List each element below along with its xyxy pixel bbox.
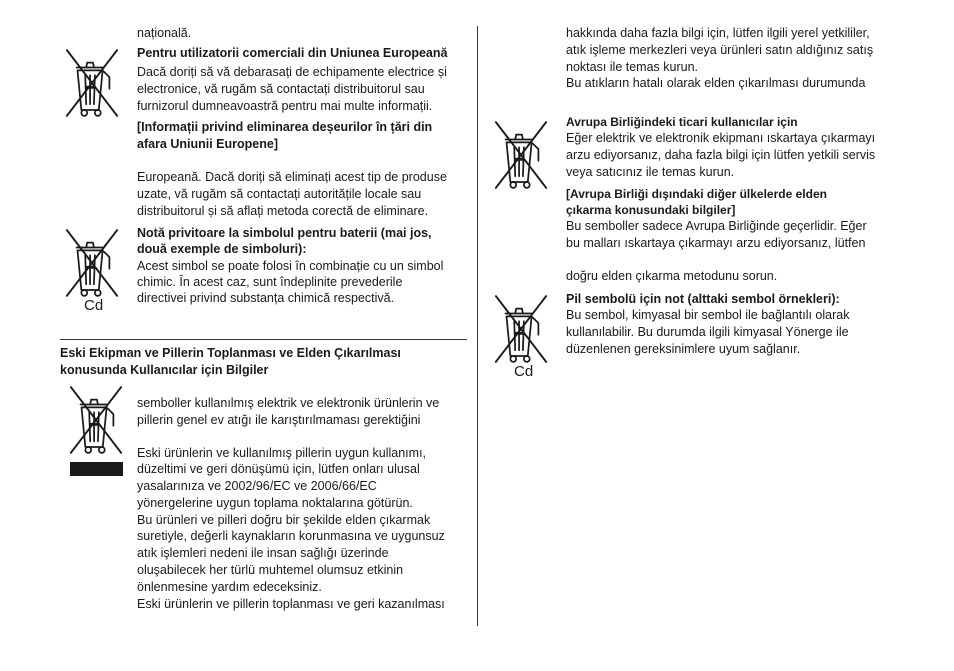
battery-note-heading-ro: două exemple de simboluri):	[137, 242, 307, 256]
text-line: Eski ürünlerin ve kullanılmış pillerin uygun kullanımı,	[137, 446, 427, 460]
outside-eu-heading-ro: afara Uniunii Europene]	[137, 137, 278, 151]
crossed-bin-icon	[63, 224, 121, 300]
black-bar-symbol	[70, 462, 123, 476]
text-line: Bu ürünleri ve pilleri doğru bir şekilde elden çıkarmak	[137, 513, 431, 527]
outside-eu-heading-tr: [Avrupa Birliği dışındaki diğer ülkelerde elden	[566, 187, 827, 201]
text-line: yönergelerine uygun toplama noktalarına götürün.	[137, 496, 413, 510]
text-line: yasalarınıza ve 2002/96/EC ve 2006/66/EC	[137, 479, 377, 493]
text-line: chimic. În acest caz, sunt îndeplinite prevederile	[137, 275, 403, 289]
outside-eu-heading-ro: [Informații privind eliminarea deșeurilor în țări din	[137, 120, 433, 134]
commercial-eu-heading-tr: Avrupa Birliğindeki ticari kullanıcılar için	[566, 115, 798, 129]
text-line: Eğer elektrik ve elektronik ekipmanı ıskartaya çıkarmayı	[566, 131, 876, 145]
crossed-bin-icon	[63, 44, 121, 120]
crossed-bin-icon	[67, 381, 125, 457]
text-line: Eski ürünlerin ve pillerin toplanması ve geri kazanılması	[137, 597, 445, 611]
text-line: Bu semboller sadece Avrupa Birliğinde geçerlidir. Eğer	[566, 219, 867, 233]
text-line: arzu ediyorsanız, daha fazla bilgi için lütfen yetkili servis	[566, 148, 876, 162]
text-line: uzate, vă rugăm să contactați autoritățile locale sau	[137, 187, 422, 201]
battery-note-heading-ro: Notă privitoare la simbolul pentru baterii (mai jos,	[137, 226, 432, 240]
text-line: Bu atıkların hatalı olarak elden çıkarılması durumunda	[566, 76, 866, 90]
text-line: veya satıcınız ile temas kurun.	[566, 165, 735, 179]
text-line: semboller kullanılmış elektrik ve elektronik ürünlerin ve	[137, 396, 440, 410]
commercial-eu-heading-ro: Pentru utilizatorii comerciali din Uniunea Europeană	[137, 46, 448, 60]
text-line: furnizorul dumneavoastră pentru mai multe informații.	[137, 99, 433, 113]
text-line: directivei privind substanța chimică respectivă.	[137, 291, 395, 305]
outside-eu-heading-tr: çıkarma konusundaki bilgiler]	[566, 203, 736, 217]
text-line: distribuitorul și să aflați metoda corectă de eliminare.	[137, 204, 429, 218]
battery-note-heading-tr: Pil sembolü için not (alttaki sembol örnekleri):	[566, 292, 840, 306]
text-line: Europeană. Dacă doriți să eliminați acest tip de produse	[137, 170, 447, 184]
text-line: kullanılabilir. Bu durumda ilgili kimyasal Yönerge ile	[566, 325, 849, 339]
text-line: doğru elden çıkarma metodunu sorun.	[566, 269, 778, 283]
text-line: hakkında daha fazla bilgi için, lütfen ilgili yerel yetkililer,	[566, 26, 870, 40]
text-line: oluşabilecek her türlü muhtemel olumsuz etkinin	[137, 563, 404, 577]
text-line: düzeltimi ve geri dönüşümü için, lütfen onları ulusal	[137, 462, 420, 476]
text-line: electronice, vă rugăm să contactați distribuitorul sau	[137, 82, 425, 96]
text-line: noktası ile temas kurun.	[566, 60, 699, 74]
cd-chemical-symbol: Cd	[514, 363, 534, 380]
crossed-bin-icon	[492, 290, 550, 366]
text-line: Bu sembol, kimyasal bir sembol ile bağlantılı olarak	[566, 308, 850, 322]
text-line: pillerin genel ev atığı ile karıştırılmaması gerektiğini	[137, 413, 421, 427]
tr-section-heading: konusunda Kullanıcılar için Bilgiler	[60, 363, 269, 377]
column-divider	[477, 26, 478, 626]
text-line: suretiyle, değerli kaynakların korunmasına ve uygunsuz	[137, 529, 445, 543]
text-line: națională.	[137, 26, 192, 40]
section-divider	[60, 339, 467, 340]
text-line: atık işleme merkezleri veya ürünleri satın aldığınız satış	[566, 43, 874, 57]
text-line: Acest simbol se poate folosi în combinație cu un simbol	[137, 259, 444, 273]
text-line: atık işlemleri nedeni ile insan sağlığı üzerinde	[137, 546, 389, 560]
text-line: önlenmesine yardım edeceksiniz.	[137, 580, 322, 594]
crossed-bin-icon	[492, 116, 550, 192]
tr-section-heading: Eski Ekipman ve Pillerin Toplanması ve Elden Çıkarılması	[60, 346, 401, 360]
text-line: bu malları ıskartaya çıkarmayı arzu ediyorsanız, lütfen	[566, 236, 866, 250]
text-line: Dacă doriți să vă debarasați de echipamente electrice și	[137, 65, 447, 79]
cd-chemical-symbol: Cd	[84, 297, 104, 314]
text-line: düzenlenen gereksinimlere uyum sağlanır.	[566, 342, 801, 356]
